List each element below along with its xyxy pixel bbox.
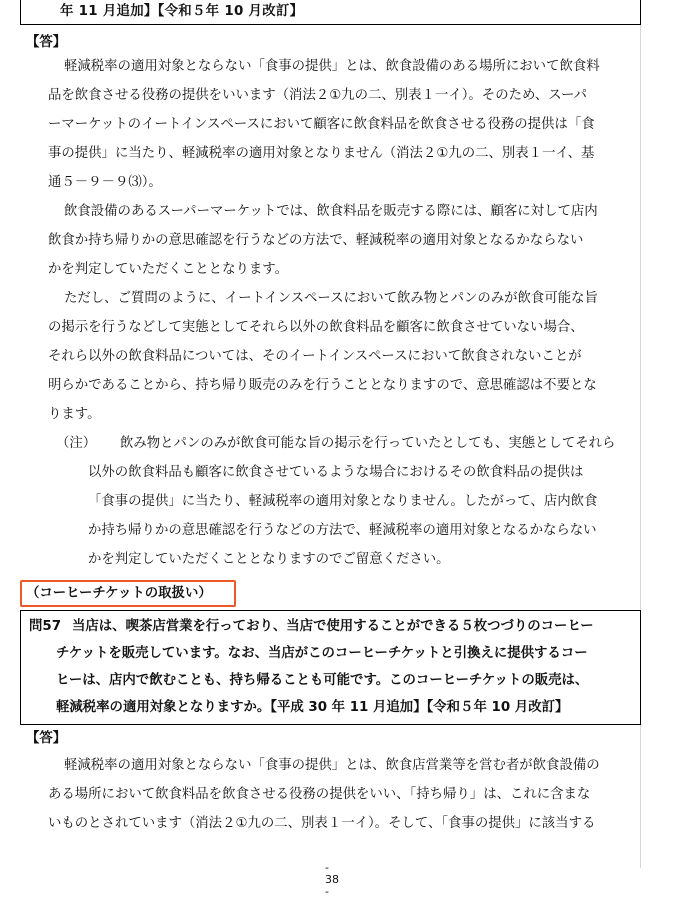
- answer1-line: かを判定していただくこととなります。: [48, 262, 288, 277]
- answer1-line: 飲食か持ち帰りかの意思確認を行うなどの方法で、軽減税率の適用対象となるかならない: [48, 233, 584, 248]
- answer2-line: いものとされています（消法２①九の二、別表１一イ）。そして、「食事の提供」に該当する: [48, 816, 596, 831]
- answer1-line: ーマーケットのイートインスペースにおいて顧客に飲食料品を飲食させる役務の提供は「食: [48, 117, 595, 132]
- answer2-line: 軽減税率の適用対象とならない「食事の提供」とは、飲食店営業等を営む者が飲食設備の: [64, 758, 600, 773]
- page-number: - 38 -: [325, 861, 339, 898]
- answer1-line: 飲食設備のあるスーパーマーケットでは、飲食料品を販売する際には、顧客に対して店内: [64, 204, 598, 219]
- answer1-line: ただし、ご質問のように、イートインスペースにおいて飲み物とパンのみが飲食可能な旨: [64, 291, 598, 306]
- question-number: 問57: [29, 619, 62, 634]
- note-line: 「食事の提供」に当たり、軽減税率の適用対象となりません。したがって、店内飲食: [88, 494, 598, 509]
- note-line: 以外の飲食料品も顧客に飲食させているような場合におけるその飲食料品の提供は: [88, 465, 584, 480]
- note-line: か持ち帰りかの意思確認を行うなどの方法で、軽減税率の適用対象となるかならない: [88, 523, 597, 538]
- answer-label: 【答】: [26, 35, 67, 50]
- note-line: 飲み物とパンのみが飲食可能な旨の掲示を行っていたとしても、実態としてそれら: [120, 436, 616, 451]
- answer1-line: 品を飲食させる役務の提供をいいます（消法２①九の二、別表１一イ）。そのため、スーパ: [48, 88, 588, 103]
- answer1-line: 事の提供」に当たり、軽減税率の適用対象となりません（消法２①九の二、別表１一イ、基: [48, 146, 595, 161]
- question-box-top-text: 年 11 月追加】【令和５年 10 月改訂】: [60, 4, 304, 19]
- answer1-line: ります。: [48, 407, 101, 422]
- question-line: 当店は、喫茶店営業を行っており、当店で使用することができる５枚つづりのコーヒー: [72, 619, 594, 634]
- page-edge-rule: [640, 0, 641, 868]
- section-heading: （コーヒーチケットの取扱い）: [26, 586, 212, 601]
- question-line: 軽減税率の適用対象となりますか。【平成 30 年 11 月追加】【令和５年 10 月改訂】: [56, 700, 569, 715]
- answer1-line: それら以外の飲食料品については、そのイートインスペースにおいて飲食されないことが: [48, 349, 582, 364]
- question-line: チケットを販売しています。なお、当店がこのコーヒーチケットと引換えに提供するコー: [56, 646, 588, 661]
- answer1-line: 軽減税率の適用対象とならない「食事の提供」とは、飲食設備のある場所において飲食料: [64, 59, 600, 74]
- answer1-line: 通５－９－９⑶）。: [48, 175, 162, 190]
- answer2-line: ある場所において飲食料品を飲食させる役務の提供をいい、「持ち帰り」は、これに含まな: [48, 787, 591, 802]
- answer1-line: の掲示を行うなどして実態としてそれら以外の飲食料品を顧客に飲食させていない場合、: [48, 320, 584, 335]
- note-label: （注）: [56, 436, 97, 451]
- answer1-line: 明らかであることから、持ち帰り販売のみを行うこととなりますので、意思確認は不要とな: [48, 378, 597, 393]
- question-line: ヒーは、店内で飲むことも、持ち帰ることも可能です。このコーヒーチケットの販売は、: [56, 673, 589, 688]
- note-line: かを判定していただくこととなりますのでご留意ください。: [88, 552, 450, 567]
- answer-label: 【答】: [26, 731, 67, 746]
